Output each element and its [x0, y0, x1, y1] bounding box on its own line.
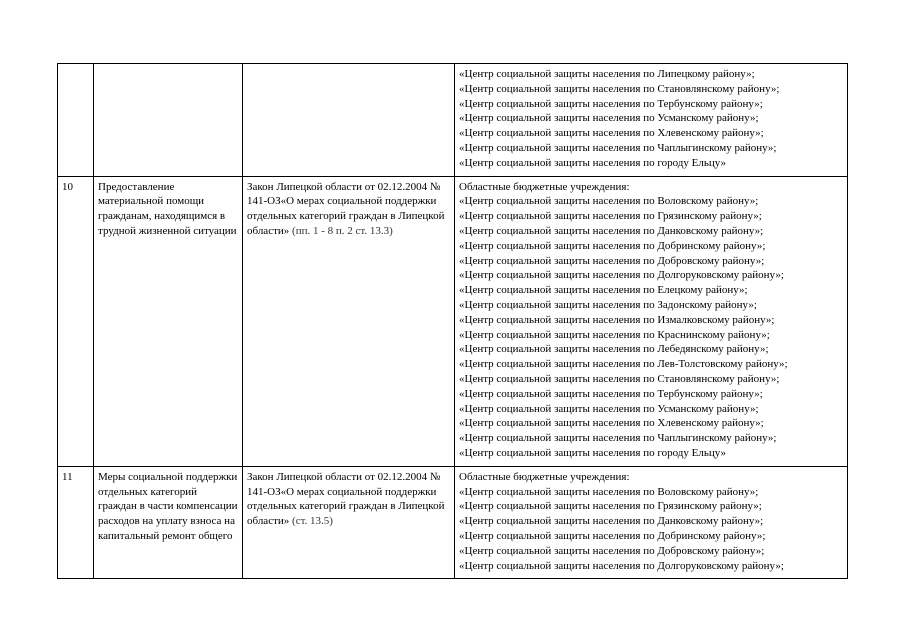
institutions-list: [455, 64, 848, 177]
institution-line: «Центр социальной защиты населения по Краснинскому району»;: [459, 328, 770, 341]
institutions-list: [455, 176, 848, 466]
institution-line: «Центр социальной защиты населения по городу Ельцу»: [459, 446, 727, 459]
institution-line: Областные бюджетные учреждения:: [459, 180, 630, 193]
institution-line: «Центр социальной защиты населения по Хлевенскому району»;: [459, 417, 764, 430]
row-number: [58, 64, 94, 177]
legal-basis: [243, 176, 455, 466]
row-number: 10: [58, 176, 94, 466]
law-reference: (пп. 1 - 8 п. 2 ст. 13.3): [289, 224, 393, 237]
institution-line: «Центр социальной защиты населения по Тербунскому району»;: [459, 97, 763, 110]
institution-line: «Центр социальной защиты населения по Становлянскому району»;: [459, 82, 780, 95]
institution-line: «Центр социальной защиты населения по Становлянскому району»;: [459, 372, 780, 385]
law-text: Закон Липецкой области от 02.12.2004 № 141-ОЗ«О мерах социальной поддержки отдельных категорий граждан в Липецкой области»: [247, 180, 445, 237]
legal-basis: [243, 466, 455, 579]
institution-line: Областные бюджетные учреждения:: [459, 470, 630, 483]
institution-line: «Центр социальной защиты населения по Чаплыгинскому району»;: [459, 141, 777, 154]
table-row: [58, 176, 848, 466]
institution-line: «Центр социальной защиты населения по Усманскому району»;: [459, 112, 759, 125]
table-row: [58, 64, 848, 177]
institution-line: «Центр социальной защиты населения по Воловскому району»;: [459, 485, 759, 498]
institution-line: «Центр социальной защиты населения по Данковскому району»;: [459, 224, 764, 237]
institution-line: «Центр социальной защиты населения по Долгоруковскому району»;: [459, 559, 784, 572]
institution-line: «Центр социальной защиты населения по городу Ельцу»: [459, 156, 727, 169]
institution-line: «Центр социальной защиты населения по Хлевенскому району»;: [459, 127, 764, 140]
institution-line: «Центр социальной защиты населения по Грязинскому району»;: [459, 500, 762, 513]
institution-line: «Центр социальной защиты населения по Тербунскому району»;: [459, 387, 763, 400]
service-name: Меры социальной поддержки отдельных категорий граждан в части компенсации расходов на уплату взноса на капитальный ремонт общего: [94, 466, 243, 579]
row-number: 11: [58, 466, 94, 579]
institution-line: «Центр социальной защиты населения по Долгоруковскому району»;: [459, 269, 784, 282]
institution-line: «Центр социальной защиты населения по Добровскому району»;: [459, 254, 765, 267]
institution-line: «Центр социальной защиты населения по Лебедянскому району»;: [459, 343, 769, 356]
institutions-list: [455, 466, 848, 579]
institution-line: «Центр социальной защиты населения по Задонскому району»;: [459, 298, 757, 311]
table-row: [58, 466, 848, 579]
institution-line: «Центр социальной защиты населения по Измалковскому району»;: [459, 313, 775, 326]
institution-line: «Центр социальной защиты населения по Усманскому району»;: [459, 402, 759, 415]
institution-line: «Центр социальной защиты населения по Добринскому району»;: [459, 529, 766, 542]
institution-line: «Центр социальной защиты населения по Липецкому району»;: [459, 68, 755, 80]
institution-line: «Центр социальной защиты населения по Грязинскому району»;: [459, 210, 762, 223]
institution-line: «Центр социальной защиты населения по Чаплыгинскому району»;: [459, 432, 777, 445]
institution-line: «Центр социальной защиты населения по Воловскому району»;: [459, 195, 759, 208]
institution-line: «Центр социальной защиты населения по Лев-Толстовскому району»;: [459, 358, 788, 371]
law-text: Закон Липецкой области от 02.12.2004 № 141-ОЗ«О мерах социальной поддержки отдельных категорий граждан в Липецкой области»: [247, 470, 445, 528]
law-reference: (ст. 13.5): [289, 515, 333, 528]
institution-line: «Центр социальной защиты населения по Данковскому району»;: [459, 515, 764, 528]
service-name: Предоставление материальной помощи гражданам, находящимся в трудной жизненной ситуации: [94, 176, 243, 466]
legal-basis: [243, 64, 455, 177]
institution-line: «Центр социальной защиты населения по Добринскому району»;: [459, 239, 766, 252]
institution-line: «Центр социальной защиты населения по Елецкому району»;: [459, 284, 748, 297]
table-body: [58, 64, 848, 579]
service-name: [94, 64, 243, 177]
services-table: [57, 63, 848, 579]
institution-line: «Центр социальной защиты населения по Добровскому району»;: [459, 544, 765, 557]
